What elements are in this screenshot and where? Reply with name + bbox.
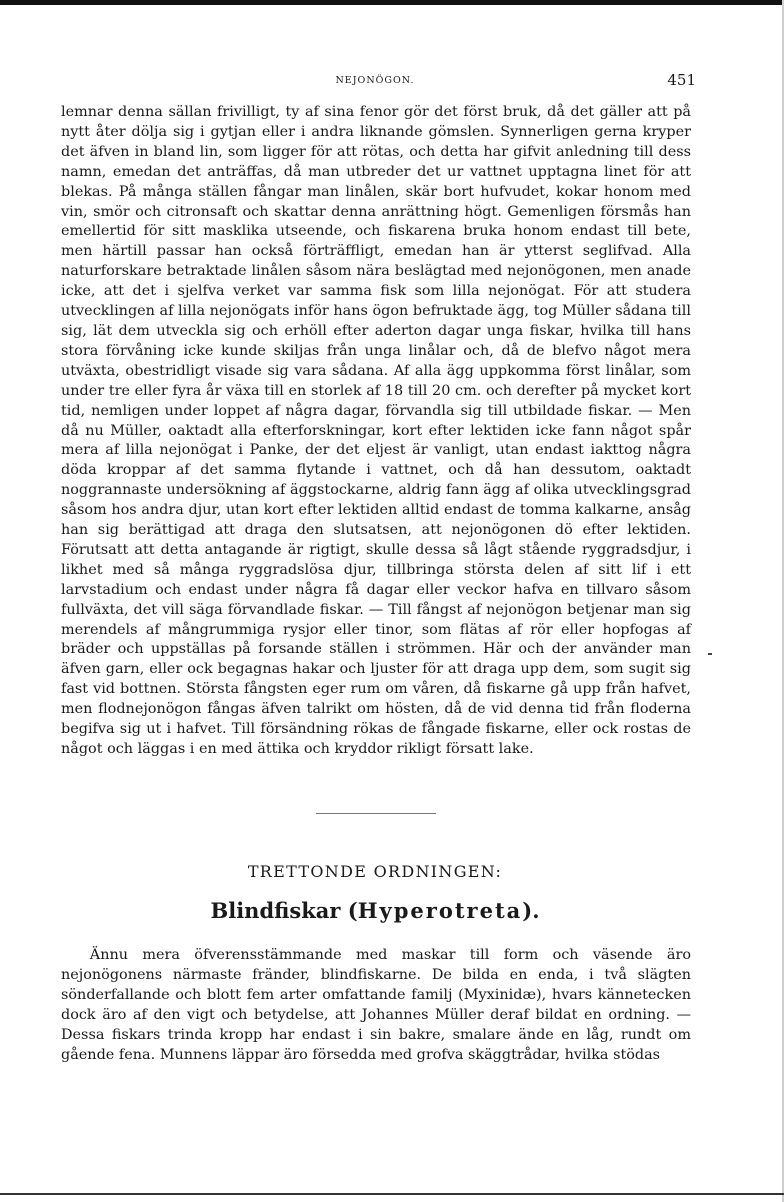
page-number: 451 xyxy=(667,71,696,89)
body-paragraph: lemnar denna sällan frivilligt, ty af sina fenor gör det först bruk, då det gäller att på nytt åter dölja sig i gytjan eller i andra liknande gömslen. Synnerligen gerna kryper det äfven in bland lin, som ligger för att rötas, och detta har gifvit anledning till dess namn, emedan det anträffas, då man utbreder det ur vattnet upptagna linet för att blekas. På många ställen fångar man linålen, skär bort hufvudet, kokar honom med vin, smör och citronsaft och skattar denna anrättning högt. Gemenligen försmås han emellertid för sitt masklika utseende, och fiskarena bruka honom endast till bete, men härtill passar han också förträffligt, emedan han är ytterst seglifvad. Alla naturforskare betraktade linålen såsom nära beslägtad med nejonögonen, men anade icke, att det i sjelfva verket var samma fisk som lilla nejonögat. För att studera utvecklingen af lilla nejonögats inför hans ögon befruktade ägg, tog Müller sådana till sig, lät dem utveckla sig och erhöll efter aderton dagar unga fiskar, hvilka till hans stora förvåning icke kunde skiljas från unga linålar och, då de blefvo något mera utväxta, obestridligt visade sig vara sådana. Af alla ägg uppkomma först linålar, som under tre eller fyra år växa till en storlek af 18 till 20 cm. och derefter på mycket kort tid, nemligen under loppet af några dagar, förvandla sig till utbildade fiskar. — Men då nu Müller, oaktadt alla efterforskningar, kort efter lektiden icke fann något spår mera af lilla nejonögat i Panke, der det eljest är vanligt, utan endast iakttog några döda kroppar af det samma flytande i vattnet, och då han dessutom, oaktadt noggrannaste undersökning af äggstockarne, aldrig fann ägg af olika utvecklingsgrad såsom hos andra djur, utan kort efter lektiden alltid endast de tomma kalkarne, ansåg han sig berättigad att draga den slutsatsen, att nejonögonen dö efter lektiden. Förutsatt att detta antagande är rigtigt, skulle dessa så lågt stående ryggradsdjur, i likhet med så många ryggradslösa djur, tillbringa största delen af sitt lif i ett larvstadium och endast under några få dagar eller veckor hafva en tillvaro såsom fullväxta, det vill säga förvandlade fiskar. — Till fångst af nejonögon betjenar man sig merendels af mångrummiga rysjor eller tinor, som flätas af rör eller hopfogas af bräder och uppställas på forsande ställen i strömmen. Här och der använder man äfven garn, eller ock begagnas hakar och ljuster för att draga upp dem, som sugit sig fast vid bottnen. Största fångsten eger rum om våren, då fiskarne gå upp från hafvet, men flodnejonögon fångas äfven talrikt om hösten, då de vid denna tid från floderna begifva sig ut i hafvet. Till försändning rökas de fångade fiskarne, eller ock rostas de något och läggas i en med ättika och kryddor rikligt försatt lake. xyxy=(61,104,691,757)
section-divider xyxy=(316,813,436,814)
margin-mark xyxy=(708,653,712,655)
section-title xyxy=(60,898,690,923)
bottom-border xyxy=(0,1193,784,1195)
section-intro: Ännu mera öfverensstämmande med maskar till form och väsende äro nejonögonens närmaste fränder, blindfiskarne. De bilda en enda, i två slägten sönderfallande och blott fem arter omfattande familj (Myxinidæ), hvars kännetecken dock äro af den vigt och betydelse, att Johannes Müller deraf bildat en ordning. — Dessa fiskars trinda kropp har endast i sin bakre, smalare ände en låg, rundt om gående fena. Munnens läppar äro försedda med grofva skäggtrådar, hvilka stödas xyxy=(61,947,691,1063)
order-label: TRETTONDE ORDNINGEN: xyxy=(247,862,503,881)
running-title: NEJONÖGON. xyxy=(335,75,415,86)
section-title-end: ). xyxy=(522,898,540,923)
section-title-latin: Hyperotreta xyxy=(357,898,523,923)
running-head xyxy=(60,71,696,91)
top-border xyxy=(0,0,784,5)
section-title-main: Blindfiskar ( xyxy=(210,898,358,923)
